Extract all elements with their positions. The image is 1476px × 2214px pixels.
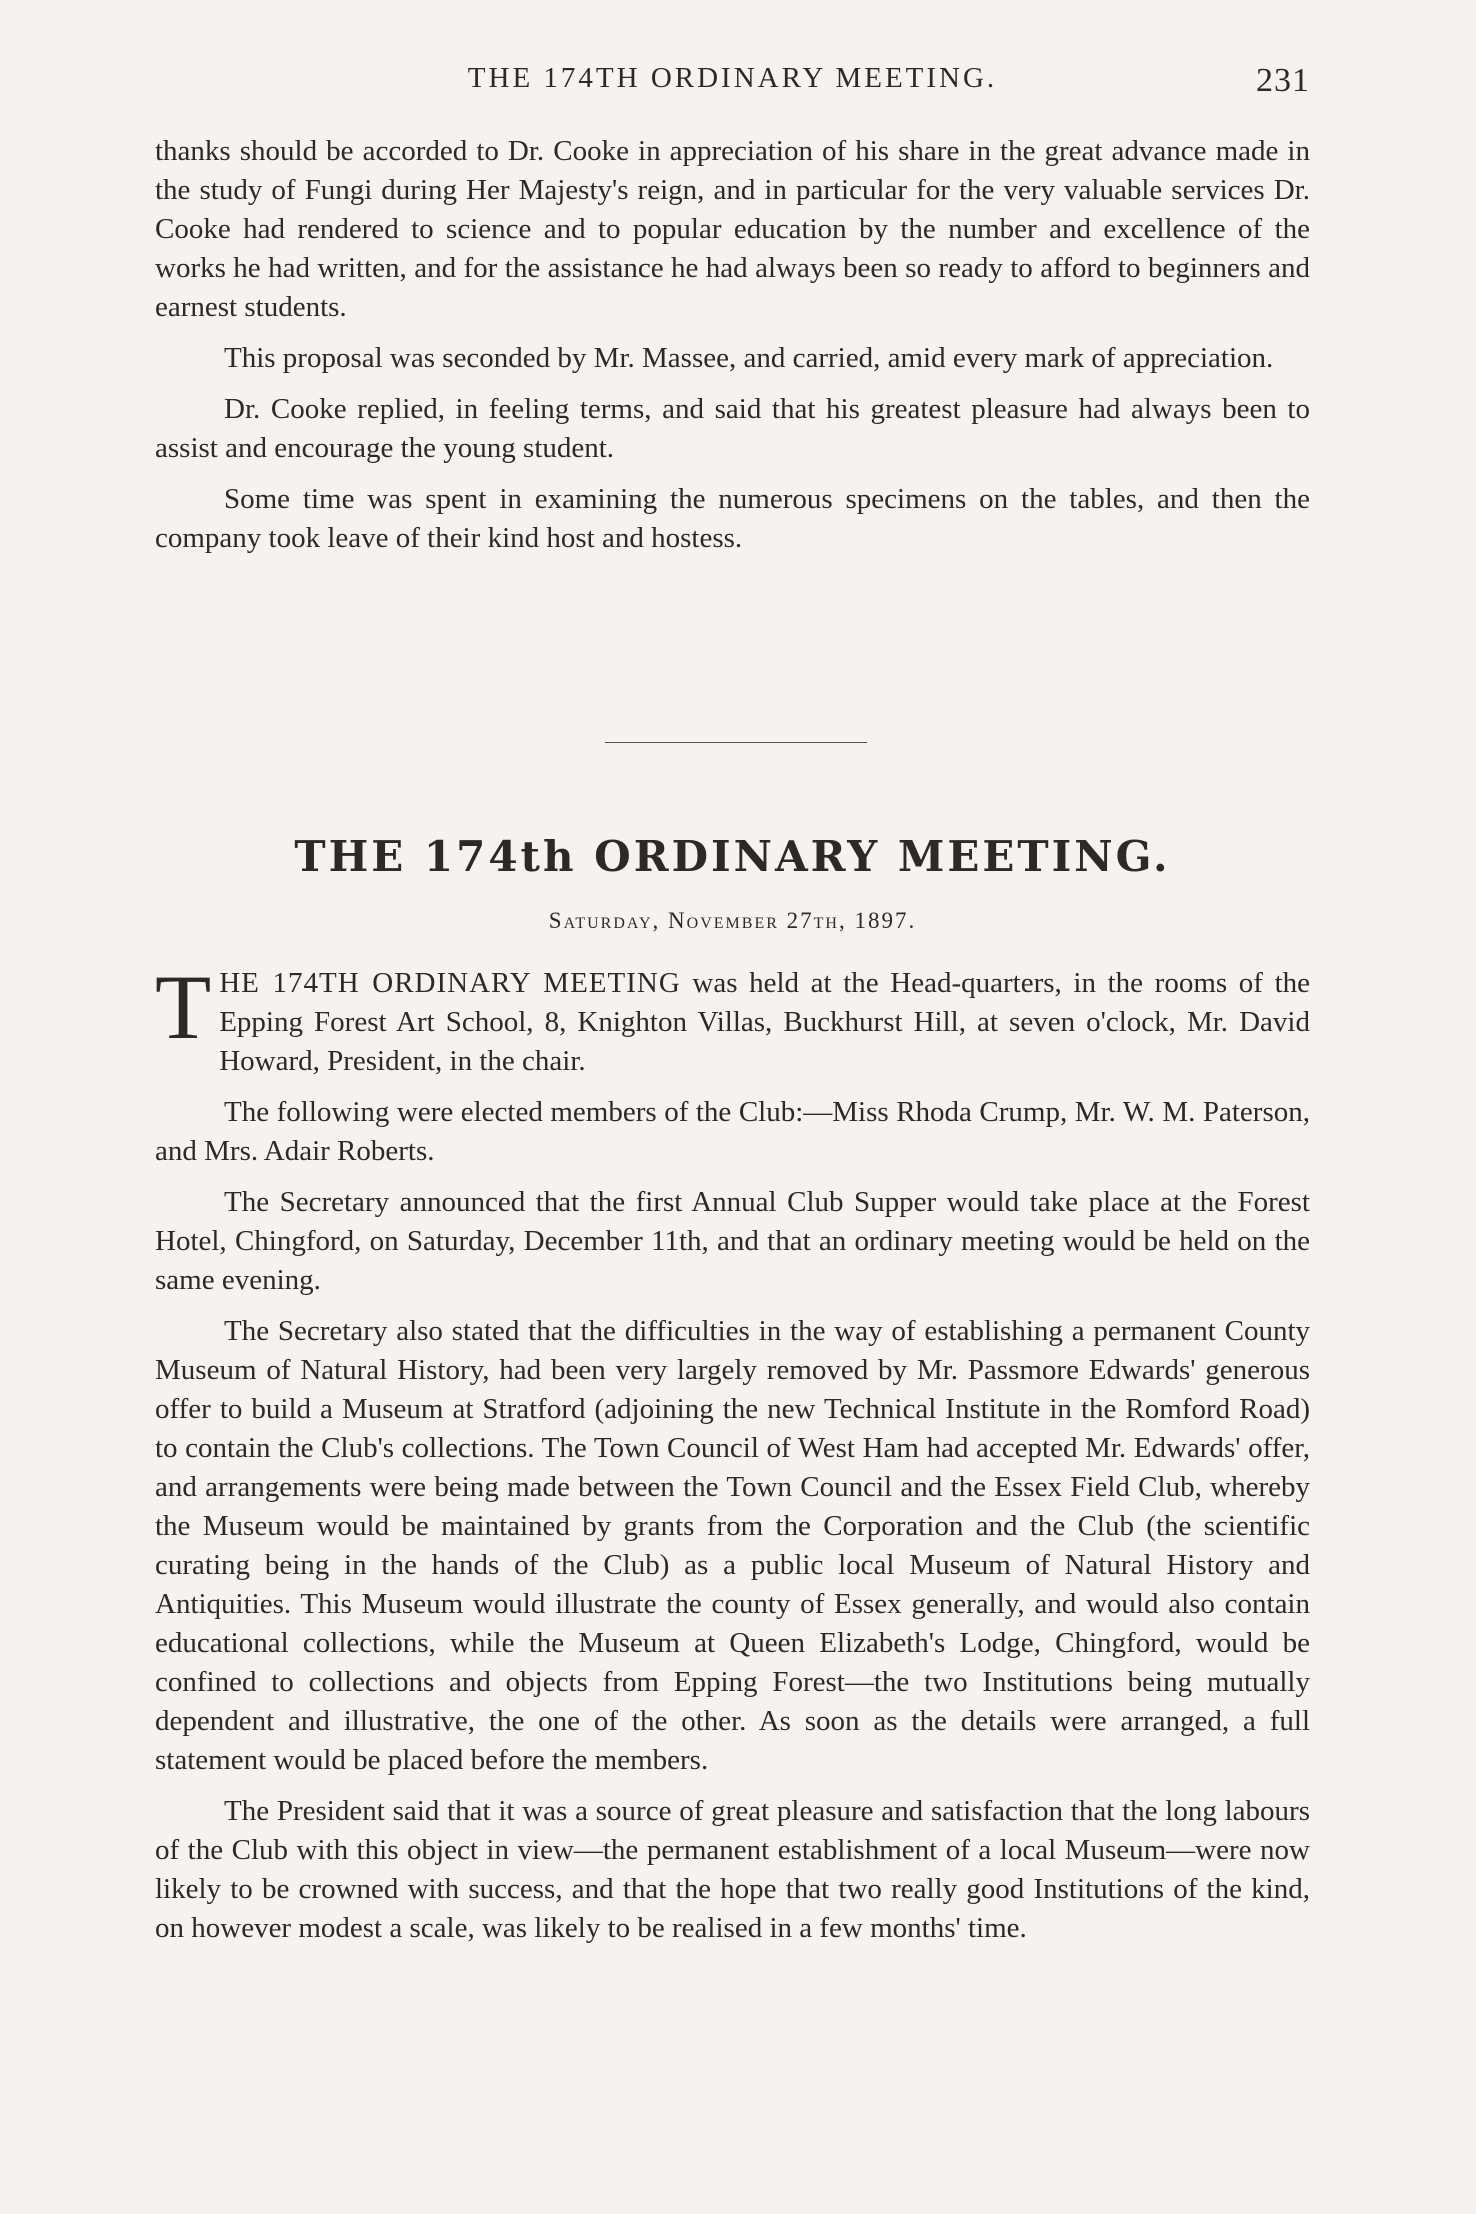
paragraph: Dr. Cooke replied, in feeling terms, and said that his greatest pleasure had always been to assist and encourage the young student.: [155, 393, 1310, 464]
paragraph: Some time was spent in examining the numerous specimens on the tables, and then the company took leave of their kind host and hostess.: [155, 483, 1310, 554]
drop-cap: T: [155, 956, 212, 1058]
paragraph: This proposal was seconded by Mr. Massee, and carried, amid every mark of appreciation.: [224, 342, 1274, 374]
opening-paragraph: [155, 956, 1311, 1081]
section-divider: [605, 742, 867, 743]
previous-section-text: [155, 132, 1310, 570]
opening-text: was held at the Head-quarters, in the rooms of the Epping Forest Art School, 8, Knighton Villas, Buckhurst Hill, at seven o'clock, Mr. David Howard, President, in the chair.: [219, 967, 1311, 1077]
section-body: [155, 956, 1311, 1960]
page-number: 231: [1256, 62, 1310, 99]
paragraph: The President said that it was a source of great pleasure and satisfaction that the long labours of the Club with this object in view—the permanent establishment of a local Museum—were now likely to be crowned with success, and that the hope that two really good Institutions of the kind, on however modest a scale, was likely to be realised in a few months' time.: [155, 1795, 1310, 1944]
paragraph: The Secretary announced that the first Annual Club Supper would take place at the Forest Hotel, Chingford, on Saturday, December 11th, and that an ordinary meeting would be held on the same evening.: [155, 1186, 1310, 1296]
paragraph: The following were elected members of the Club:—Miss Rhoda Crump, Mr. W. M. Paterson, and Mrs. Adair Roberts.: [155, 1096, 1310, 1167]
running-header: [155, 56, 1310, 106]
section-title: THE 174th ORDINARY MEETING.: [294, 832, 1171, 881]
opening-small-caps: HE 174TH ORDINARY MEETING: [219, 967, 681, 999]
running-title: THE 174TH ORDINARY MEETING.: [467, 62, 998, 94]
meeting-date: Saturday, November 27th, 1897.: [548, 908, 917, 933]
paragraph: thanks should be accorded to Dr. Cooke in appreciation of his share in the great advance made in the study of Fungi during Her Majesty's reign, and in particular for the very valuable services Dr. Cooke had rendered to science and to popular education by the number and excellence of the works he had written, and for the assistance he had always been so ready to afford to beginners and earnest students.: [155, 135, 1310, 323]
paragraph: The Secretary also stated that the difficulties in the way of establishing a permanent County Museum of Natural History, had been very largely removed by Mr. Passmore Edwards' generous offer to build a Museum at Stratford (adjoining the new Technical Institute in the Romford Road) to contain the Club's collections. The Town Council of West Ham had accepted Mr. Edwards' offer, and arrangements were being made between the Town Council and the Essex Field Club, whereby the Museum would be maintained by grants from the Corporation and the Club (the scientific curating being in the hands of the Club) as a public local Museum of Natural History and Antiquities. This Museum would illustrate the county of Essex generally, and would also contain educational collections, while the Museum at Queen Elizabeth's Lodge, Chingford, would be confined to collections and objects from Epping Forest—the two Institutions being mutually dependent and illustrative, the one of the other. As soon as the details were arranged, a full statement would be placed before the members.: [155, 1315, 1310, 1776]
